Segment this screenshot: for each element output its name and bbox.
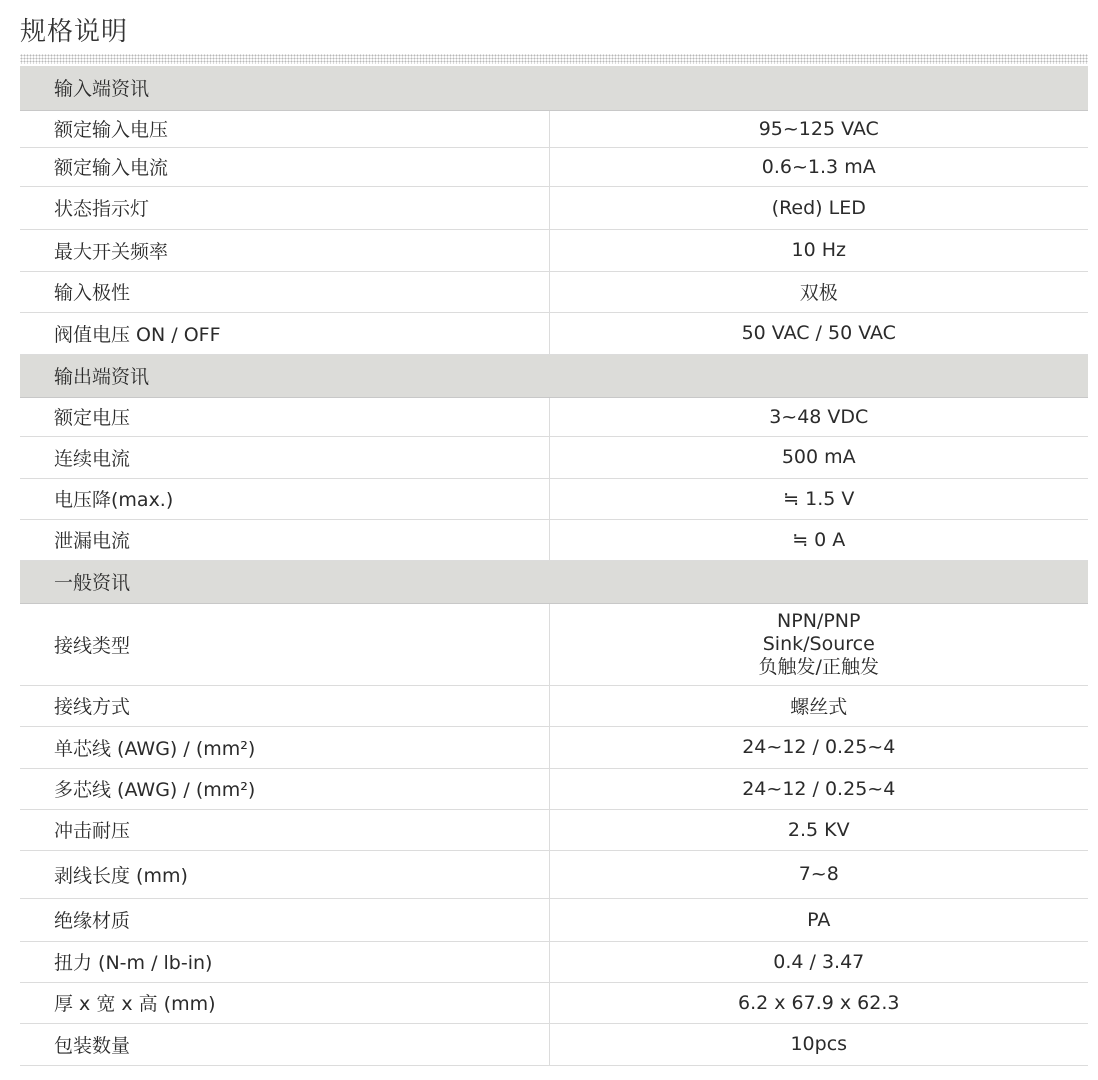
value-line: 负触发/正触发 (758, 655, 879, 678)
table-row (20, 603, 1088, 685)
spec-table (20, 66, 1088, 1066)
table-row (20, 271, 1088, 312)
spec-value: 0.4 / 3.47 (549, 941, 1088, 982)
table-row (20, 312, 1088, 354)
spec-label: 单芯线 (AWG) / (mm²) (20, 726, 549, 768)
spec-label: 泄漏电流 (20, 519, 549, 560)
table-row (20, 941, 1088, 982)
table-row (20, 519, 1088, 560)
table-row (20, 229, 1088, 271)
spec-label: 额定电压 (20, 397, 549, 436)
section-header: 输入端资讯 (20, 66, 1088, 110)
spec-label: 绝缘材质 (20, 898, 549, 941)
spec-value: 6.2 x 67.9 x 62.3 (549, 982, 1088, 1023)
spec-value: 10 Hz (549, 229, 1088, 271)
spec-value: PA (549, 898, 1088, 941)
spec-value: 螺丝式 (549, 685, 1088, 726)
spec-value: 24~12 / 0.25~4 (549, 726, 1088, 768)
spec-value: 双极 (549, 271, 1088, 312)
table-row (20, 726, 1088, 768)
spec-value: (Red) LED (549, 186, 1088, 229)
spec-value: 95~125 VAC (549, 110, 1088, 147)
table-row (20, 685, 1088, 726)
spec-value-multiline (549, 603, 1088, 685)
spec-label: 冲击耐压 (20, 809, 549, 850)
section-header: 输出端资讯 (20, 354, 1088, 397)
spec-label: 最大开关频率 (20, 229, 549, 271)
spec-value: 0.6~1.3 mA (549, 147, 1088, 186)
table-row (20, 898, 1088, 941)
table-row (20, 110, 1088, 147)
spec-value: 2.5 KV (549, 809, 1088, 850)
spec-label: 额定输入电压 (20, 110, 549, 147)
spec-value: 7~8 (549, 850, 1088, 898)
spec-value: 24~12 / 0.25~4 (549, 768, 1088, 809)
table-row (20, 186, 1088, 229)
spec-label: 电压降(max.) (20, 478, 549, 519)
spec-label: 包装数量 (20, 1023, 549, 1065)
spec-label: 多芯线 (AWG) / (mm²) (20, 768, 549, 809)
table-row (20, 809, 1088, 850)
table-row (20, 397, 1088, 436)
spec-label: 扭力 (N-m / lb-in) (20, 941, 549, 982)
table-row (20, 768, 1088, 809)
spec-value: 500 mA (549, 436, 1088, 478)
spec-value: 10pcs (549, 1023, 1088, 1065)
dotted-divider (20, 54, 1088, 64)
spec-label: 状态指示灯 (20, 186, 549, 229)
spec-label: 输入极性 (20, 271, 549, 312)
table-row (20, 478, 1088, 519)
value-line: NPN/PNP (777, 609, 861, 632)
spec-value: ≒ 0 A (549, 519, 1088, 560)
spec-value: 50 VAC / 50 VAC (549, 312, 1088, 354)
spec-label: 接线类型 (20, 603, 549, 685)
section-header-row (20, 354, 1088, 397)
section-header-row (20, 66, 1088, 110)
table-row (20, 1023, 1088, 1065)
spec-label: 连续电流 (20, 436, 549, 478)
spec-label: 厚 x 宽 x 高 (mm) (20, 982, 549, 1023)
value-line: Sink/Source (762, 632, 875, 655)
spec-value: 3~48 VDC (549, 397, 1088, 436)
spec-value: ≒ 1.5 V (549, 478, 1088, 519)
table-row (20, 436, 1088, 478)
table-row (20, 982, 1088, 1023)
table-row (20, 147, 1088, 186)
spec-label: 额定输入电流 (20, 147, 549, 186)
spec-label: 阀值电压 ON / OFF (20, 312, 549, 354)
spec-label: 剥线长度 (mm) (20, 850, 549, 898)
section-header: 一般资讯 (20, 560, 1088, 603)
section-header-row (20, 560, 1088, 603)
table-row (20, 850, 1088, 898)
spec-label: 接线方式 (20, 685, 549, 726)
page-title: 规格说明 (20, 17, 129, 47)
